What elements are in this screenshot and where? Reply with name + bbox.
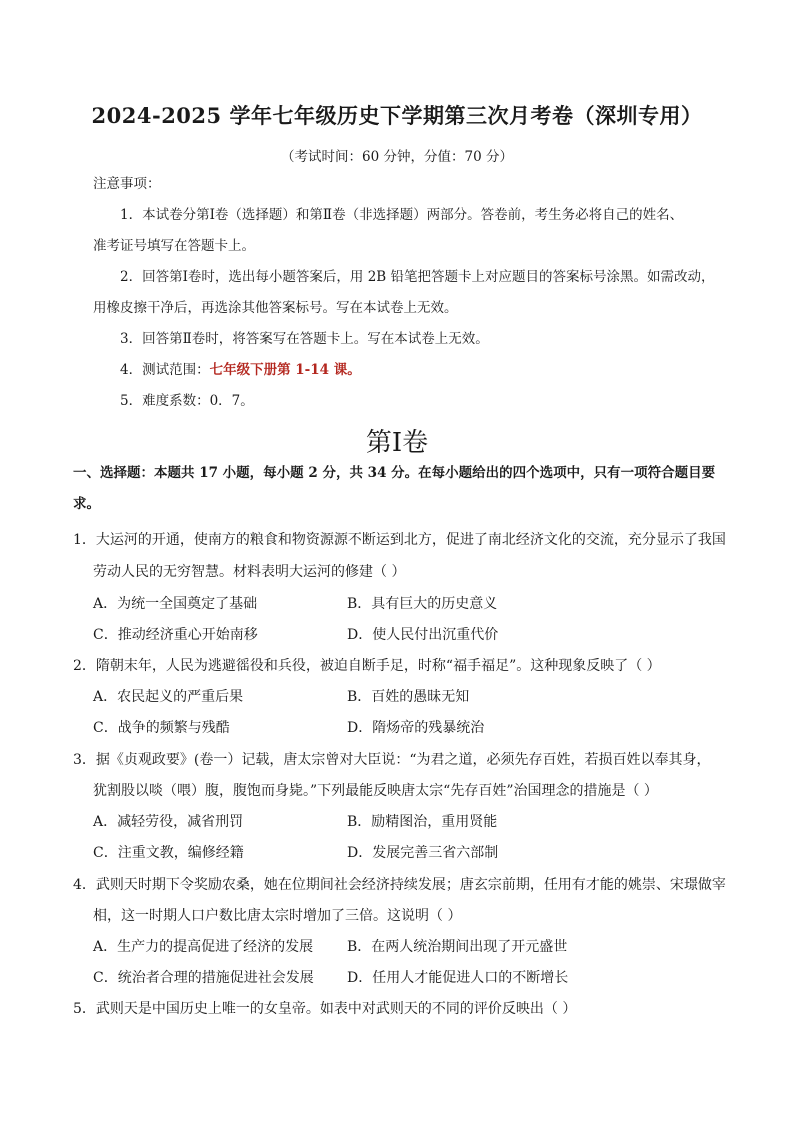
q4-option-a: A．生产力的提高促进了经济的发展: [93, 939, 314, 955]
section-title: 第Ⅰ卷: [365, 428, 429, 458]
q3-option-c: C．注重文教，编修经籍: [93, 845, 244, 861]
note-5: 5．难度系数：0．7。: [120, 393, 254, 409]
q4-option-b: B．在两人统治期间出现了开元盛世: [347, 939, 568, 955]
q4-line-2: 相，这一时期人口户数比唐太宗时增加了三倍。这说明（ ）: [93, 908, 462, 924]
instr-bold-1: 一、选择题: [73, 465, 141, 481]
q1-option-b: B．具有巨大的历史意义: [347, 596, 498, 612]
section-instructions-line-2: 求。: [73, 496, 100, 512]
note-2-line-2: 用橡皮擦干净后，再选涂其他答案标号。写在本试卷上无效。: [93, 300, 458, 316]
notes-heading: 注意事项：: [93, 176, 161, 192]
exam-subtitle: （考试时间：60 分钟，分值：70 分）: [281, 149, 513, 165]
q2-option-d: D．隋炀帝的残暴统治: [347, 720, 485, 736]
q1-option-a: A．为统一全国奠定了基础: [93, 596, 258, 612]
q2-line-1: 2．隋朝末年，人民为逃避徭役和兵役，被迫自断手足，时称“福手福足”。这种现象反映了（ ）: [73, 658, 661, 674]
q4-option-c: C．统治者合理的措施促进社会发展: [93, 970, 314, 986]
q2-option-c: C．战争的频繁与残酷: [93, 720, 230, 736]
instr-mid-1: ：本题共 17 小题，每小题 2 分，共 34 分。在每小题给出的: [140, 465, 513, 481]
q3-option-a: A．减轻劳役，减省刑罚: [93, 814, 244, 830]
note-4-range: 七年级下册第 1-14 课: [209, 362, 348, 378]
q1-line-1: 1．大运河的开通，使南方的粮食和物资源源不断运到北方，促进了南北经济文化的交流，充分显示了我国: [73, 532, 726, 548]
q4-line-1: 4．武则天时期下令奖励农桑，她在位期间社会经济持续发展；唐玄宗前期，任用有才能的姚崇、宋璟做宰: [73, 877, 726, 893]
q3-option-b: B．励精图治，重用贤能: [347, 814, 498, 830]
instr-mid-2: 选项中，只有一项符合题目要: [539, 465, 716, 481]
note-4-prefix: 4．测试范围：: [120, 362, 210, 378]
instr-bold-2: 四个: [512, 465, 540, 481]
q2-option-a: A．农民起义的严重后果: [93, 689, 244, 705]
q4-option-d: D．任用人才能促进人口的不断增长: [347, 970, 569, 986]
section-instructions: [73, 467, 715, 481]
note-3: 3．回答第Ⅱ卷时，将答案写在答题卡上。写在本试卷上无效。: [120, 331, 489, 347]
q3-line-1: 3．据《贞观政要》(卷一）记载，唐太宗曾对大臣说：“为君之道，必须先存百姓，若损百姓以奉其身，: [73, 752, 711, 768]
q3-line-2: 犹割股以啖（喂）腹，腹饱而身毙。”下列最能反映唐太宗“先存百姓”治国理念的措施是（ ）: [93, 783, 658, 799]
q1-option-c: C．推动经济重心开始南移: [93, 627, 258, 643]
note-1-line-2: 准考证号填写在答题卡上。: [93, 238, 255, 254]
exam-title: 2024-2025 学年七年级历史下学期第三次月考卷（深圳专用）: [91, 103, 703, 128]
q2-option-b: B．百姓的愚昧无知: [347, 689, 470, 705]
q5-line-1: 5．武则天是中国历史上唯一的女皇帝。如表中对武则天的不同的评价反映出（ ）: [73, 1001, 577, 1017]
note-1-line-1: 1．本试卷分第Ⅰ卷（选择题）和第Ⅱ卷（非选择题）两部分。答卷前，考生务必将自己的姓名、: [120, 207, 684, 223]
note-2-line-1: 2．回答第Ⅰ卷时，选出每小题答案后，用 2B 铅笔把答题卡上对应题目的答案标号涂黑。如需改动，: [120, 269, 715, 285]
q1-line-2: 劳动人民的无穷智慧。材料表明大运河的修建（ ）: [93, 564, 406, 580]
note-4-suffix: 。: [347, 362, 361, 378]
q1-option-d: D．使人民付出沉重代价: [347, 627, 499, 643]
q3-option-d: D．发展完善三省六部制: [347, 845, 499, 861]
note-4: [120, 364, 361, 378]
